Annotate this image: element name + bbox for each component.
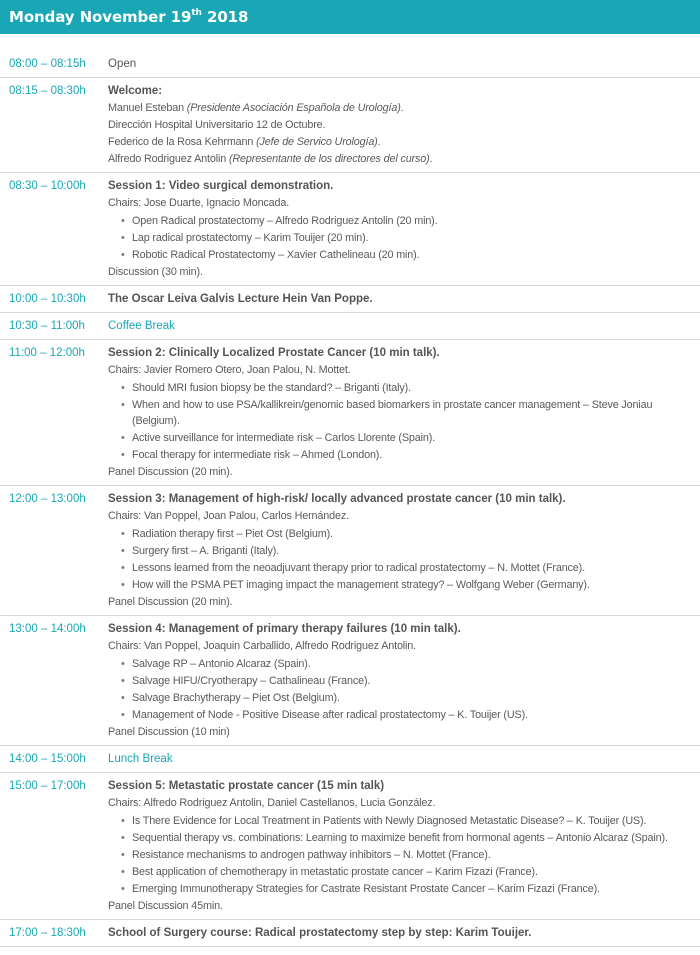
header-date-suffix: th xyxy=(191,8,202,18)
session-title: Coffee Break xyxy=(108,320,175,332)
talk-item: • Focal therapy for intermediate risk – Ahmed (London). xyxy=(121,447,698,463)
session-discussion: Discussion (30 min). xyxy=(108,266,203,278)
session-content xyxy=(108,290,700,308)
talk-item: • Management of Node - Positive Disease after radical prostatectomy – K. Touijer (US). xyxy=(121,707,698,723)
speaker-name: Dirección Hospital Universitario 12 de Octubre. xyxy=(108,119,326,131)
talk-item: • Robotic Radical Prostatectomy – Xavier Cathelineau (20 min). xyxy=(121,247,698,263)
schedule-block xyxy=(0,340,700,486)
session-chairs: Chairs: Javier Romero Otero, Joan Palou, N. Mottet. xyxy=(108,364,351,376)
talk-item: • Radiation therapy first – Piet Ost (Belgium). xyxy=(121,526,698,542)
session-title: Session 2: Clinically Localized Prostate Cancer (10 min talk). xyxy=(108,347,440,359)
session-content xyxy=(108,344,700,481)
talk-item: • Active surveillance for intermediate risk – Carlos Llorente (Spain). xyxy=(121,430,698,446)
welcome-speaker xyxy=(108,117,698,134)
session-discussion: Panel Discussion 45min. xyxy=(108,900,223,912)
schedule-block xyxy=(0,616,700,746)
page-header xyxy=(0,0,700,34)
talk-list xyxy=(108,813,698,897)
speaker-end: . xyxy=(400,102,404,114)
talk-item: • Lap radical prostatectomy – Karim Touijer (20 min). xyxy=(121,230,698,246)
time-slot: 10:00 – 10:30h xyxy=(9,293,86,305)
speaker-end: . xyxy=(377,136,381,148)
session-chairs: Chairs: Alfredo Rodriguez Antolin, Daniel Castellanos, Lucia González. xyxy=(108,797,436,809)
session-title: Session 1: Video surgical demonstration. xyxy=(108,180,334,192)
session-content xyxy=(108,490,700,611)
session-chairs: Chairs: Jose Duarte, Ignacio Moncada. xyxy=(108,197,290,209)
header-date: Monday November 19 xyxy=(9,8,192,26)
session-title: Session 3: Management of high-risk/ locally advanced prostate cancer (10 min talk). xyxy=(108,493,566,505)
session-discussion: Panel Discussion (10 min) xyxy=(108,726,230,738)
speaker-end: . xyxy=(429,153,433,165)
talk-item: • Emerging Immunotherapy Strategies for Castrate Resistant Prostate Cancer – Karim Fizazi (France). xyxy=(121,881,698,897)
session-discussion: Panel Discussion (20 min). xyxy=(108,596,233,608)
talk-item: • When and how to use PSA/kallikrein/genomic based biomarkers in prostate cancer management – Steve Joniau (Belgium). xyxy=(121,397,698,429)
session-content xyxy=(108,177,700,281)
speaker-name: Federico de la Rosa Kehrmann xyxy=(108,136,257,148)
talk-item: • Surgery first – A. Briganti (Italy). xyxy=(121,543,698,559)
talk-item: • Best application of chemotherapy in metastatic prostate cancer – Karim Fizazi (France). xyxy=(121,864,698,880)
session-title: The Oscar Leiva Galvis Lecture Hein Van Poppe. xyxy=(108,293,373,305)
time-slot: 08:30 – 10:00h xyxy=(9,180,86,192)
schedule-block xyxy=(0,173,700,286)
speaker-name: Alfredo Rodriguez Antolin xyxy=(108,153,229,165)
session-chairs: Chairs: Van Poppel, Joan Palou, Carlos Hernández. xyxy=(108,510,349,522)
talk-list xyxy=(108,656,698,723)
talk-item: • Open Radical prostatectomy – Alfredo Rodriguez Antolin (20 min). xyxy=(121,213,698,229)
session-title: Welcome: xyxy=(108,85,163,97)
time-slot: 08:15 – 08:30h xyxy=(9,85,86,97)
session-content xyxy=(108,750,700,768)
schedule-block xyxy=(0,286,700,313)
header-year: 2018 xyxy=(201,8,249,26)
schedule-block xyxy=(0,746,700,773)
session-content xyxy=(108,317,700,335)
time-slot: 17:00 – 18:30h xyxy=(9,927,86,939)
talk-item: • Is There Evidence for Local Treatment in Patients with Newly Diagnosed Metastatic Disease? – K. Touijer (US). xyxy=(121,813,698,829)
talk-list xyxy=(108,380,698,463)
talk-item: • Lessons learned from the neoadjuvant therapy prior to radical prostatectomy – N. Mottet (France). xyxy=(121,560,698,576)
talk-item: • Salvage Brachytherapy – Piet Ost (Belgium). xyxy=(121,690,698,706)
session-content xyxy=(108,55,700,73)
time-slot: 15:00 – 17:00h xyxy=(9,780,86,792)
schedule-block xyxy=(0,313,700,340)
talk-item: • Salvage RP – Antonio Alcaraz (Spain). xyxy=(121,656,698,672)
schedule-block xyxy=(0,773,700,920)
time-slot: 10:30 – 11:00h xyxy=(9,320,85,332)
speaker-name: Manuel Esteban xyxy=(108,102,187,114)
talk-item: • Resistance mechanisms to androgen pathway inhibitors – N. Mottet (France). xyxy=(121,847,698,863)
time-slot: 08:00 – 08:15h xyxy=(9,58,86,70)
session-content xyxy=(108,82,700,168)
time-slot: 12:00 – 13:00h xyxy=(9,493,86,505)
time-slot: 14:00 – 15:00h xyxy=(9,753,86,765)
talk-list xyxy=(108,213,698,263)
speaker-role: (Representante de los directores del curso) xyxy=(228,153,430,165)
session-content xyxy=(108,620,700,741)
welcome-speaker xyxy=(108,100,698,117)
talk-item: • Sequential therapy vs. combinations: Learning to maximize benefit from hormonal agents – Antonio Alcaraz (Spain). xyxy=(121,830,698,846)
schedule-block xyxy=(0,78,700,173)
session-title: School of Surgery course: Radical prostatectomy step by step: Karim Touijer. xyxy=(108,927,532,939)
session-chairs: Chairs: Van Poppel, Joaquin Carballido, Alfredo Rodriguez Antolin. xyxy=(108,640,417,652)
talk-item: • How will the PSMA PET imaging impact the management strategy? – Wolfgang Weber (Germany). xyxy=(121,577,698,593)
speaker-role: (Presidente Asociación Española de Urología) xyxy=(186,102,401,114)
session-title: Session 5: Metastatic prostate cancer (15 min talk) xyxy=(108,780,385,792)
talk-item: • Should MRI fusion biopsy be the standard? – Briganti (Italy). xyxy=(121,380,698,396)
session-title: Session 4: Management of primary therapy failures (10 min talk). xyxy=(108,623,461,635)
session-title: Open xyxy=(108,58,137,70)
talk-list xyxy=(108,526,698,593)
welcome-speaker xyxy=(108,151,698,168)
session-discussion: Panel Discussion (20 min). xyxy=(108,466,233,478)
schedule xyxy=(0,34,700,947)
schedule-block xyxy=(0,486,700,616)
session-title: Lunch Break xyxy=(108,753,173,765)
welcome-speaker xyxy=(108,134,698,151)
time-slot: 13:00 – 14:00h xyxy=(9,623,86,635)
speaker-role: (Jefe de Servico Urología) xyxy=(256,136,378,148)
schedule-block xyxy=(0,920,700,947)
schedule-block xyxy=(0,51,700,78)
session-content xyxy=(108,924,700,942)
session-content xyxy=(108,777,700,915)
talk-item: • Salvage HIFU/Cryotherapy – Cathalineau (France). xyxy=(121,673,698,689)
time-slot: 11:00 – 12:00h xyxy=(9,347,85,359)
